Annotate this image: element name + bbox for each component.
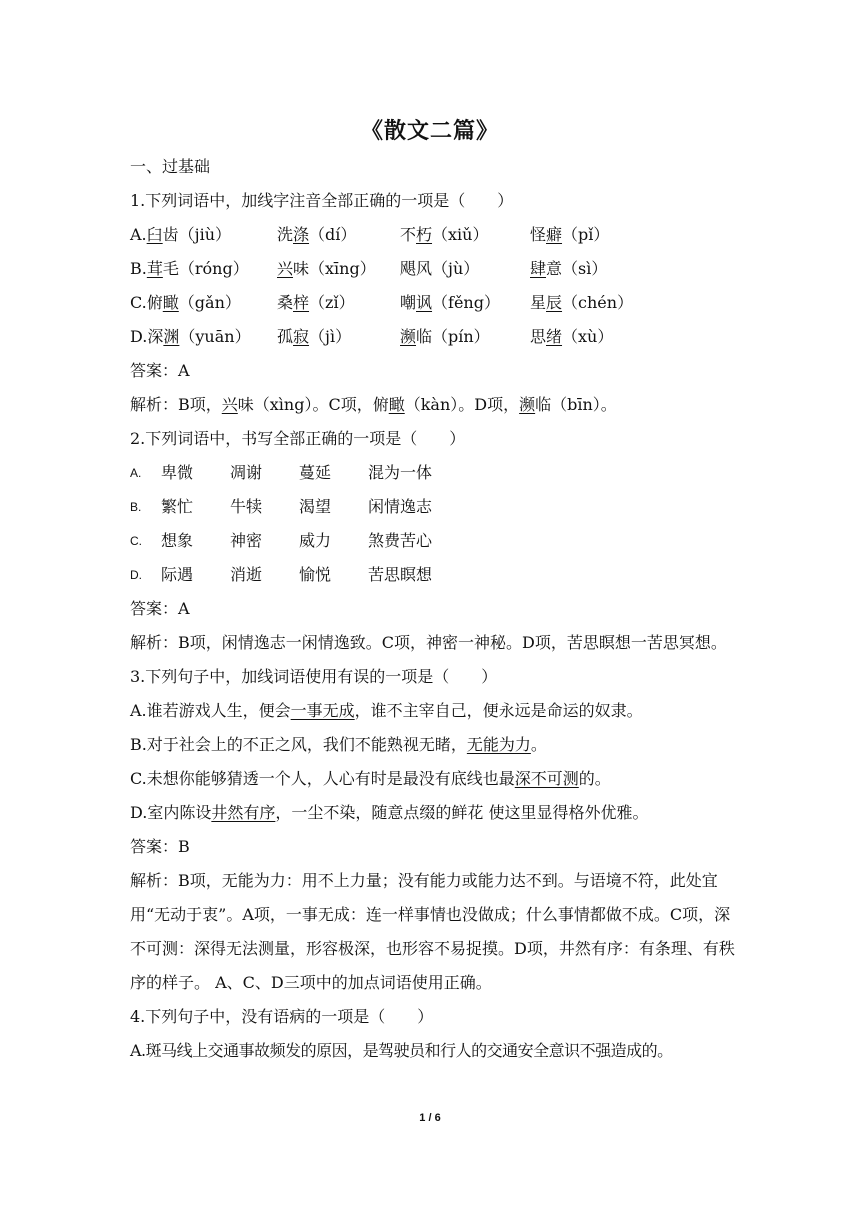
q1-c-item2: 桑梓（zǐ）	[277, 293, 355, 312]
q1-a-item2: 洗涤（dí）	[277, 225, 357, 244]
q1-a-item4: 怪癖（pǐ）	[530, 225, 610, 244]
q1-b-item1: B.茸毛（róng）	[130, 259, 249, 278]
q1-d-item2: 孤寂（jì）	[277, 327, 352, 346]
document-body	[130, 150, 735, 1068]
q1-analysis: 解析：B项，兴味（xìng）。C项，俯瞰（kàn）。D项，濒临（bīn）。	[130, 395, 617, 414]
q2-d-label: D.	[130, 568, 142, 582]
q3-answer: 答案：B	[130, 837, 190, 856]
q2-c-word4: 煞费苦心	[368, 531, 433, 550]
q3-stem: 3.下列句子中，加线词语使用有误的一项是（ ）	[130, 667, 498, 686]
q4-stem: 4.下列句子中，没有语病的一项是（ ）	[130, 1007, 434, 1026]
q1-b-item4: 肆意（sì）	[530, 259, 608, 278]
q2-a-word2: 凋谢	[230, 463, 263, 482]
q2-option-b	[130, 490, 735, 524]
q2-c-word1: 想象	[161, 531, 194, 550]
q1-option-d	[130, 320, 735, 354]
q1-option-c	[130, 286, 735, 320]
q2-a-word4: 混为一体	[368, 463, 433, 482]
q2-answer: 答案：A	[130, 599, 190, 618]
q2-option-d	[130, 558, 735, 592]
q1-b-item2: 兴味（xīng）	[277, 259, 376, 278]
q1-c-item4: 星辰（chén）	[530, 293, 634, 312]
q3-analysis: 解析：B项，无能为力：用不上力量；没有能力或能力达不到。与语境不符，此处宜用“无动于衷”。A项，一事无成：连一样事情也没做成；什么事情都做不成。C项，深不可测：深得无法测量，形容极深，也形容不易捉摸。D项，井然有序：有条理、有秩序的样子。 A、C、D三项中的加点词语使用正确。	[130, 871, 735, 992]
q2-a-word1: 卑微	[161, 463, 194, 482]
q2-d-word2: 消逝	[230, 565, 263, 584]
q2-b-word4: 闲情逸志	[368, 497, 433, 516]
q2-b-label: B.	[130, 500, 142, 514]
q3-option-c: C.未想你能够猜透一个人，人心有时是最没有底线也最深不可测的。	[130, 769, 611, 788]
q2-d-word4: 苦思瞑想	[368, 565, 433, 584]
q1-option-b	[130, 252, 735, 286]
q2-option-a	[130, 456, 735, 490]
q2-c-label: C.	[130, 534, 142, 548]
q3-option-b: B.对于社会上的不正之风，我们不能熟视无睹，无能为力。	[130, 735, 547, 754]
q2-a-word3: 蔓延	[299, 463, 332, 482]
q2-b-word1: 繁忙	[161, 497, 194, 516]
q2-c-word3: 威力	[299, 531, 332, 550]
q2-stem: 2.下列词语中，书写全部正确的一项是（ ）	[130, 429, 466, 448]
q1-a-item1: A.臼齿（jiù）	[130, 225, 232, 244]
q3-option-a: A.谁若游戏人生，便会一事无成，谁不主宰自己，便永远是命运的奴隶。	[130, 701, 643, 720]
q2-analysis: 解析：B项，闲情逸志一闲情逸致。C项，神密一神秘。D项，苦思瞑想一苦思冥想。	[130, 633, 727, 652]
q3-option-d: D.室内陈设井然有序，一尘不染，随意点缀的鲜花 使这里显得格外优雅。	[130, 803, 649, 822]
q1-a-item3: 不朽（xiǔ）	[400, 225, 489, 244]
q1-d-item4: 思绪（xù）	[530, 327, 614, 346]
q1-answer: 答案：A	[130, 361, 190, 380]
q2-d-word1: 际遇	[161, 565, 194, 584]
q1-b-item3: 飓风（jù）	[400, 259, 480, 278]
q1-option-a	[130, 218, 735, 252]
page-number: 1 / 6	[419, 1112, 441, 1124]
q2-option-c	[130, 524, 735, 558]
q1-d-item1: D.深渊（yuān）	[130, 327, 251, 346]
q1-stem: 1.下列词语中，加线字注音全部正确的一项是（ ）	[130, 191, 514, 210]
page-title: 《散文二篇》	[360, 119, 499, 144]
q2-c-word2: 神密	[230, 531, 263, 550]
q2-d-word3: 愉悦	[299, 565, 332, 584]
q2-b-word2: 牛犊	[230, 497, 263, 516]
q1-c-item3: 嘲讽（fěng）	[400, 293, 500, 312]
q2-b-word3: 渴望	[299, 497, 332, 516]
q1-c-item1: C.俯瞰（gǎn）	[130, 293, 241, 312]
q1-d-item3: 濒临（pín）	[400, 327, 490, 346]
q2-a-label: A.	[130, 466, 142, 480]
section-heading: 一、过基础	[130, 157, 211, 176]
q4-option-a: A.斑马线上交通事故频发的原因，是驾驶员和行人的交通安全意识不强造成的。	[130, 1041, 673, 1060]
